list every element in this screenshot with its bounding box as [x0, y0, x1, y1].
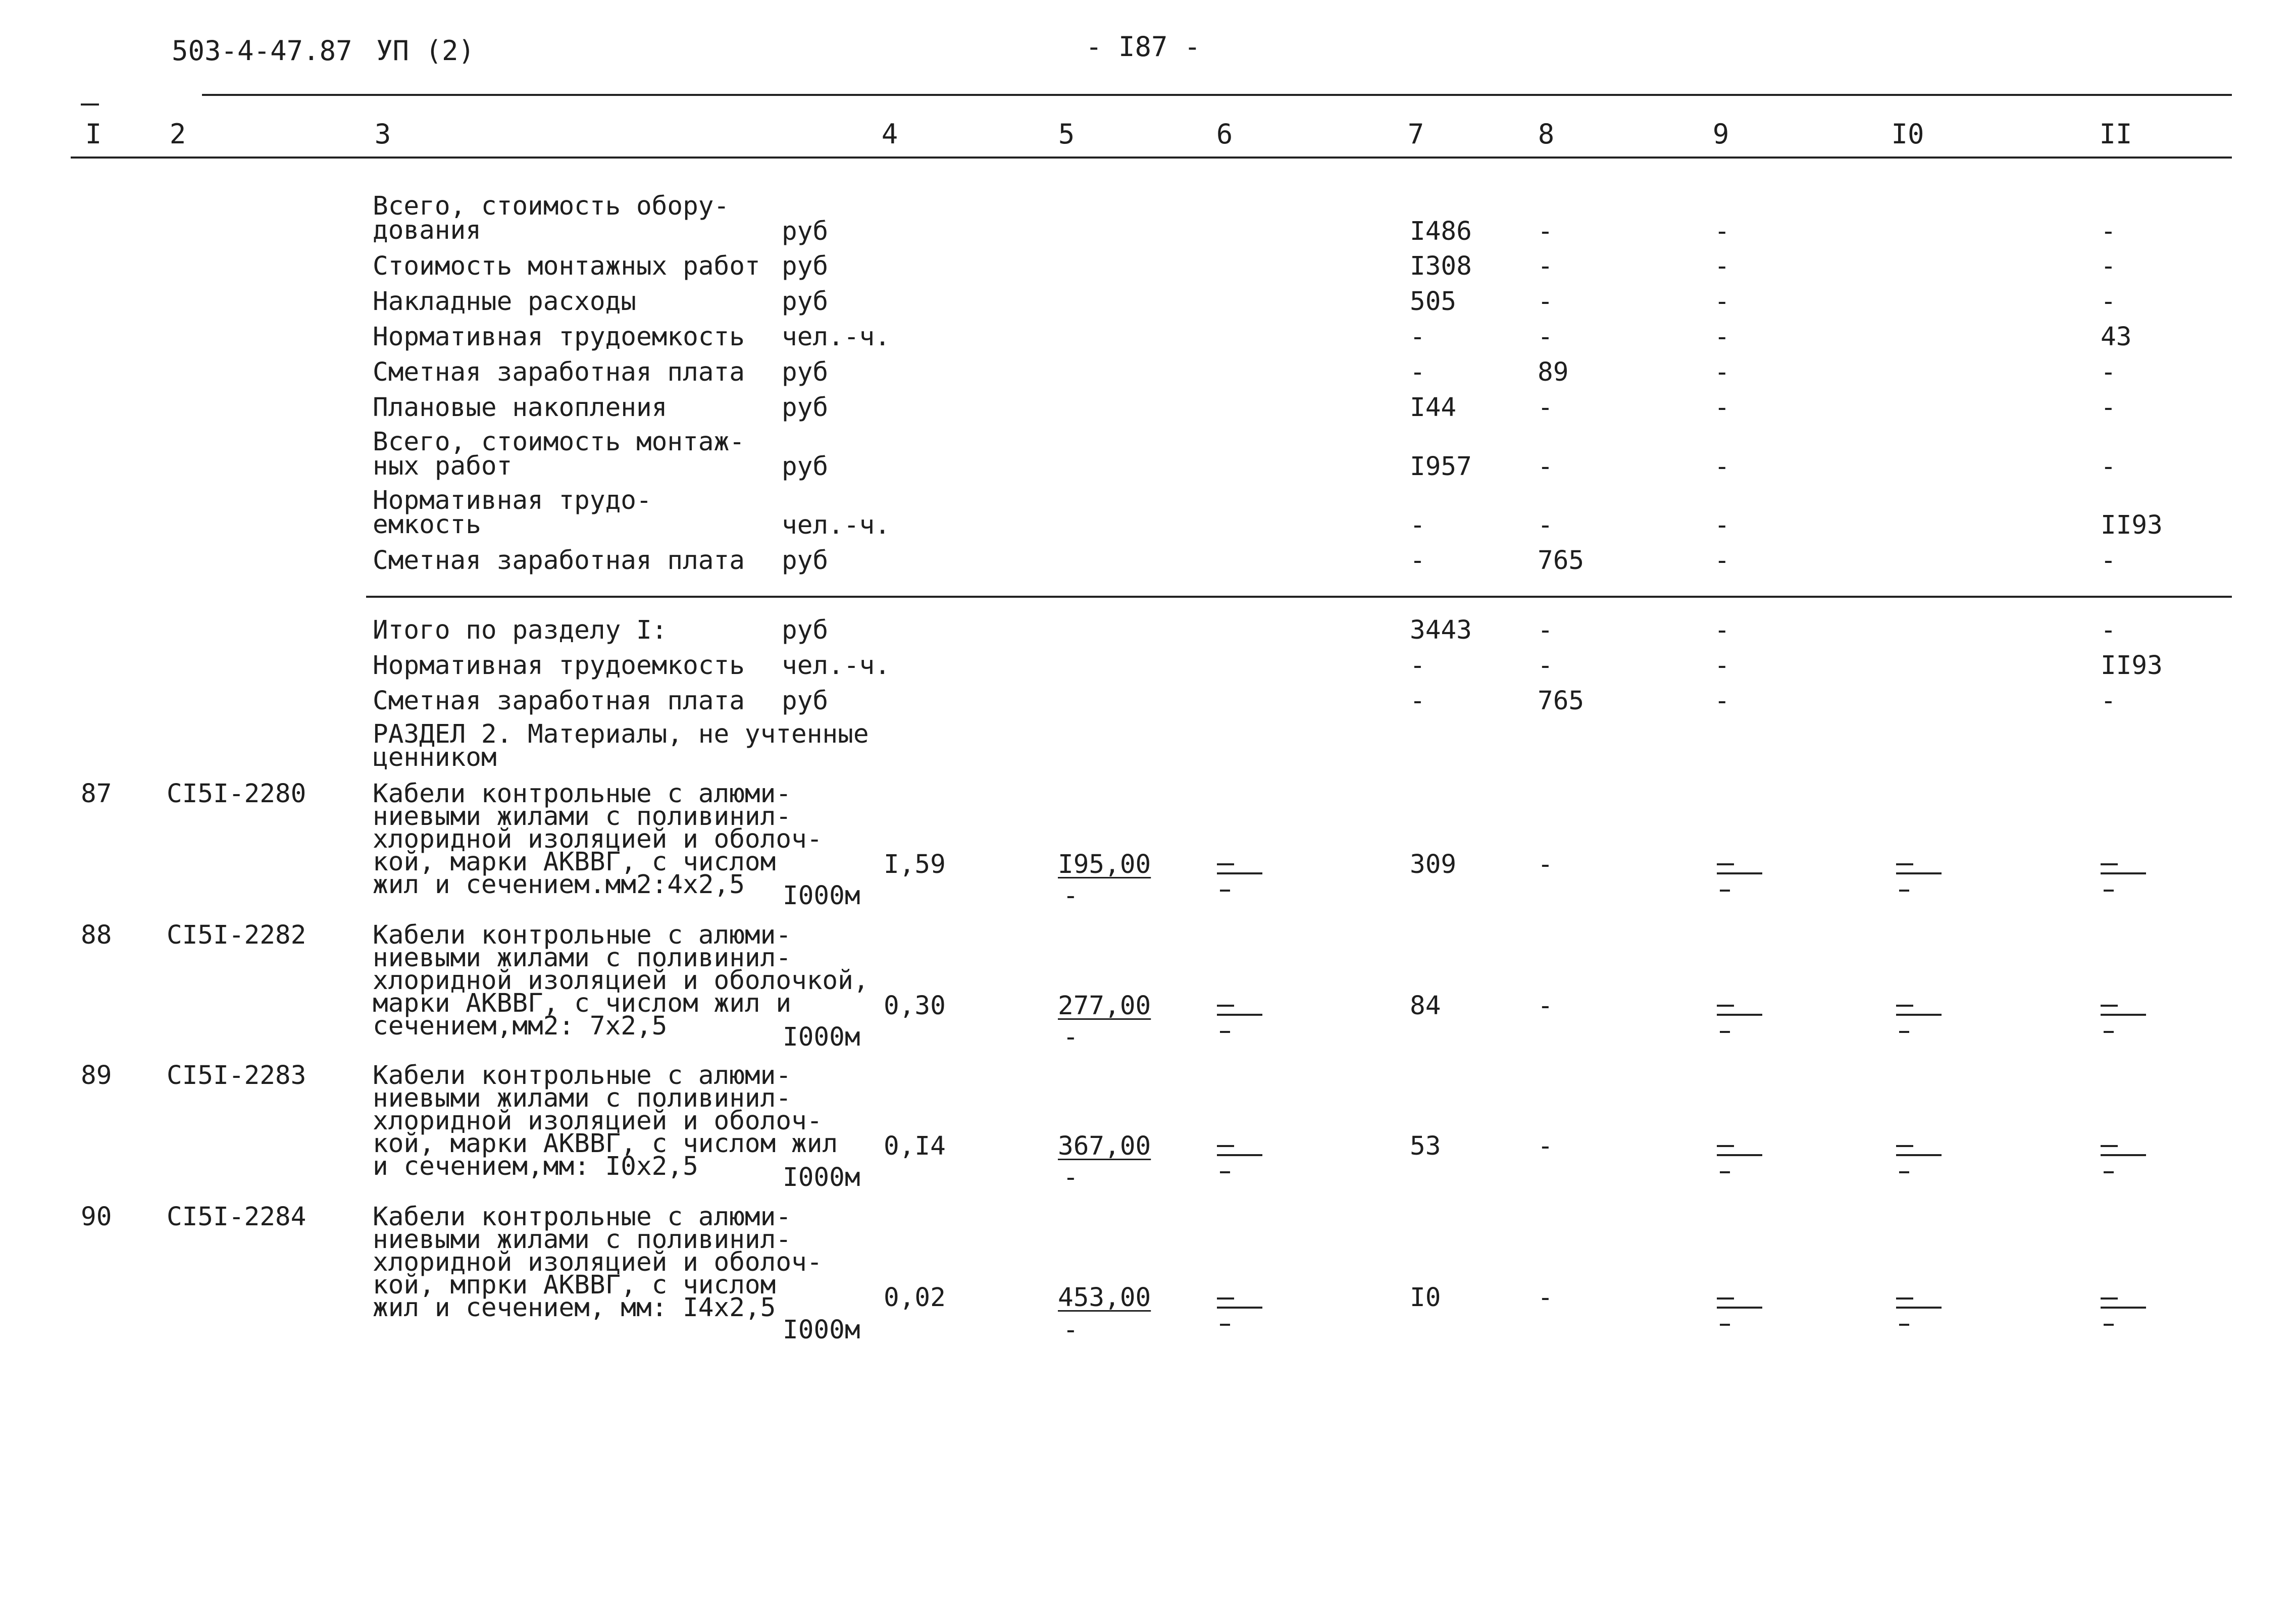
- row-col9: -: [1714, 546, 1730, 576]
- row-col11: -: [2101, 357, 2116, 387]
- row-unit: чел.-ч.: [782, 510, 890, 540]
- row-unit: руб: [782, 357, 829, 387]
- col-header-9: 9: [1712, 118, 1729, 150]
- row-col9: -: [1714, 651, 1730, 681]
- item-unit: I000м: [783, 881, 860, 911]
- fraction-dash-mark: [2101, 1000, 2151, 1035]
- fraction-dash-mark: [1717, 1292, 1767, 1328]
- page-number: - I87 -: [1086, 31, 1201, 63]
- row-unit: чел.-ч.: [782, 651, 890, 681]
- col-header-2: 2: [169, 118, 186, 150]
- item-total: I0: [1410, 1283, 1441, 1313]
- item-price-dash: -: [1063, 1163, 1079, 1192]
- item-description: Кабели контрольные с алюми- ниевыми жилами с поливинил- хлоридной изоляцией и оболоч- кой, мпрки АКВВГ, с числом жил и сечением, мм: I4х2,5: [373, 1202, 823, 1323]
- row-col11: -: [2101, 686, 2116, 716]
- row-col11: -: [2101, 393, 2116, 423]
- row-col9: -: [1714, 686, 1730, 716]
- row-unit: руб: [782, 217, 829, 246]
- item-col8: -: [1538, 991, 1553, 1021]
- col-header-11: II: [2099, 118, 2132, 150]
- fraction-dash-mark: [1717, 858, 1767, 894]
- row-col7: I957: [1410, 452, 1472, 482]
- row-name: Всего, стоимость обору- дования: [373, 191, 730, 245]
- row-col8: -: [1538, 251, 1553, 281]
- fraction-dash-mark: [1217, 1292, 1267, 1328]
- item-col8: -: [1538, 1131, 1553, 1161]
- header-top-rule: [202, 94, 2232, 96]
- row-unit: руб: [782, 393, 829, 423]
- row-col7: -: [1410, 322, 1425, 352]
- row-unit: руб: [782, 452, 829, 482]
- row-col7: 505: [1410, 287, 1457, 317]
- row-col8: 765: [1538, 546, 1585, 576]
- row-col9: -: [1714, 393, 1730, 423]
- item-code: CI5I-2280: [167, 779, 307, 809]
- row-col11: -: [2101, 217, 2116, 246]
- album-label: УП (2): [376, 35, 475, 67]
- fraction-dash-mark: [1896, 1292, 1947, 1328]
- row-name: Сметная заработная плата: [373, 357, 745, 387]
- fraction-dash-mark: [2101, 858, 2151, 894]
- col-header-5: 5: [1058, 118, 1075, 150]
- item-quantity: I,59: [884, 850, 946, 879]
- item-unit: I000м: [783, 1315, 860, 1345]
- item-total: 53: [1410, 1131, 1441, 1161]
- item-price-dash: -: [1063, 1022, 1079, 1052]
- row-col7: -: [1410, 357, 1425, 387]
- row-name: Нормативная трудоемкость: [373, 322, 745, 352]
- row-col11: -: [2101, 287, 2116, 317]
- row-col8: 765: [1538, 686, 1585, 716]
- fraction-dash-mark: [2101, 1292, 2151, 1328]
- fraction-dash-mark: [1717, 1140, 1767, 1175]
- col-header-3: 3: [374, 118, 391, 150]
- item-quantity: 0,I4: [884, 1131, 946, 1161]
- row-col7: I44: [1410, 393, 1457, 423]
- doc-code: 503-4-47.87: [172, 35, 352, 67]
- row-unit: руб: [782, 251, 829, 281]
- row-unit: руб: [782, 686, 829, 716]
- item-unit-price: 367,00: [1058, 1131, 1151, 1161]
- row-col11: -: [2101, 251, 2116, 281]
- fraction-dash-mark: [1896, 1000, 1947, 1035]
- col-header-4: 4: [881, 118, 898, 150]
- item-code: CI5I-2283: [167, 1061, 307, 1090]
- row-col7: -: [1410, 686, 1425, 716]
- row-col8: -: [1538, 452, 1553, 482]
- item-unit-price: 453,00: [1058, 1283, 1151, 1313]
- header-corner-tick: [81, 103, 99, 106]
- row-col11: 43: [2101, 322, 2132, 352]
- row-col7: -: [1410, 651, 1425, 681]
- row-col9: -: [1714, 357, 1730, 387]
- row-col7: 3443: [1410, 615, 1472, 645]
- fraction-dash-mark: [1896, 1140, 1947, 1175]
- row-col11: -: [2101, 452, 2116, 482]
- fraction-dash-mark: [1896, 858, 1947, 894]
- row-col7: I486: [1410, 217, 1472, 246]
- item-col8: -: [1538, 850, 1553, 879]
- row-col9: -: [1714, 217, 1730, 246]
- item-number: 90: [81, 1202, 112, 1232]
- item-description: Кабели контрольные с алюми- ниевыми жилами с поливинил- хлоридной изоляцией и оболочкой, марки АКВВГ, с числом жил и сечением,мм2: 7х2,5: [373, 920, 869, 1041]
- row-col11: -: [2101, 546, 2116, 576]
- item-unit-price: 277,00: [1058, 991, 1151, 1021]
- row-col9: -: [1714, 287, 1730, 317]
- item-description: Кабели контрольные с алюми- ниевыми жилами с поливинил- хлоридной изоляцией и оболоч- кой, марки АКВВГ, с числом жил и сечением.мм2:4х2,5: [373, 779, 823, 900]
- row-col8: -: [1538, 287, 1553, 317]
- item-unit: I000м: [783, 1022, 860, 1052]
- section2-title: РАЗДЕЛ 2. Материалы, не учтенные ценником: [373, 719, 869, 772]
- item-number: 87: [81, 779, 112, 809]
- row-col9: -: [1714, 452, 1730, 482]
- item-quantity: 0,02: [884, 1283, 946, 1313]
- col-header-1: I: [85, 118, 102, 150]
- row-col8: -: [1538, 217, 1553, 246]
- row-unit: чел.-ч.: [782, 322, 890, 352]
- row-col8: 89: [1538, 357, 1569, 387]
- row-col8: -: [1538, 322, 1553, 352]
- col-header-7: 7: [1407, 118, 1424, 150]
- header-bottom-rule: [71, 157, 2232, 159]
- row-col11: -: [2101, 615, 2116, 645]
- row-col7: -: [1410, 510, 1425, 540]
- row-col8: -: [1538, 393, 1553, 423]
- row-col8: -: [1538, 615, 1553, 645]
- item-number: 88: [81, 920, 112, 950]
- row-col9: -: [1714, 510, 1730, 540]
- row-col8: -: [1538, 651, 1553, 681]
- row-name: Плановые накопления: [373, 393, 668, 423]
- row-unit: руб: [782, 546, 829, 576]
- item-price-dash: -: [1063, 881, 1079, 911]
- item-quantity: 0,30: [884, 991, 946, 1021]
- row-unit: руб: [782, 615, 829, 645]
- row-col7: -: [1410, 546, 1425, 576]
- item-unit: I000м: [783, 1163, 860, 1192]
- row-col9: -: [1714, 251, 1730, 281]
- item-description: Кабели контрольные с алюми- ниевыми жилами с поливинил- хлоридной изоляцией и оболоч- кой, марки АКВВГ, с числом жил и сечением,мм: I0х2,5: [373, 1061, 838, 1181]
- fraction-dash-mark: [1217, 1000, 1267, 1035]
- item-price-dash: -: [1063, 1315, 1079, 1345]
- row-name: Всего, стоимость монтаж- ных работ: [373, 427, 745, 481]
- row-name: Сметная заработная плата: [373, 686, 745, 716]
- row-col8: -: [1538, 510, 1553, 540]
- row-col11: II93: [2101, 651, 2163, 681]
- section-divider: [366, 596, 2232, 598]
- row-name: Накладные расходы: [373, 287, 636, 317]
- row-name: Стоимость монтажных работ: [373, 251, 760, 281]
- fraction-dash-mark: [1717, 1000, 1767, 1035]
- row-name: Нормативная трудо- емкость: [373, 486, 652, 540]
- row-name: Итого по разделу I:: [373, 615, 668, 645]
- item-unit-price: I95,00: [1058, 850, 1151, 879]
- row-col11: II93: [2101, 510, 2163, 540]
- fraction-dash-mark: [2101, 1140, 2151, 1175]
- item-code: CI5I-2282: [167, 920, 307, 950]
- item-col8: -: [1538, 1283, 1553, 1313]
- row-unit: руб: [782, 287, 829, 317]
- row-name: Нормативная трудоемкость: [373, 651, 745, 681]
- fraction-dash-mark: [1217, 858, 1267, 894]
- item-number: 89: [81, 1061, 112, 1090]
- item-code: CI5I-2284: [167, 1202, 307, 1232]
- fraction-dash-mark: [1217, 1140, 1267, 1175]
- row-col9: -: [1714, 322, 1730, 352]
- item-total: 309: [1410, 850, 1457, 879]
- col-header-6: 6: [1216, 118, 1233, 150]
- col-header-10: I0: [1891, 118, 1924, 150]
- row-col7: I308: [1410, 251, 1472, 281]
- row-col9: -: [1714, 615, 1730, 645]
- row-name: Сметная заработная плата: [373, 546, 745, 576]
- item-total: 84: [1410, 991, 1441, 1021]
- col-header-8: 8: [1538, 118, 1555, 150]
